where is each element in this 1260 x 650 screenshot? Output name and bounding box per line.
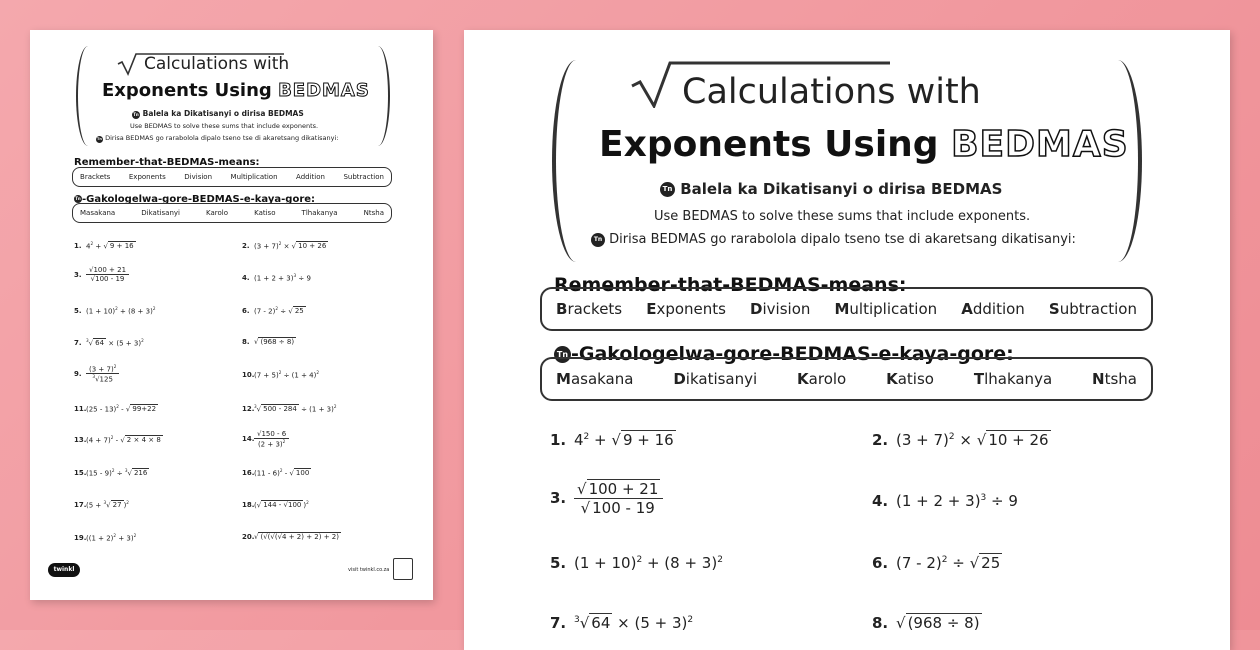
subtitle-text: Balela ka Dikatisanyi o dirisa BEDMAS [142,109,304,118]
bedmas-box-en [540,287,1153,331]
bedmas-word: Tlhakanya [301,209,338,217]
remember-heading: Remember-that-BEDMAS-means: [554,274,907,296]
remember-heading: Remember-that-BEDMAS-means: [74,157,260,168]
tn-badge-icon: Tn [75,196,81,201]
bedmas-word: Tlhakanya [973,370,1053,388]
tn-heading-text: -Gakologelwa-gore-BEDMAS-e-kaya-gore: [82,194,316,205]
question-5: 5. $(1 + 10)^2 + (8 + 3)^2$ [74,306,156,316]
left-bracket [76,46,100,146]
instruction-en: Use BEDMAS to solve these sums that include exponents. [654,209,1031,224]
instruction-tn-text: Dirisa BEDMAS go rarabolola dipalo tseno tse di akaretsang dikatisanyi: [609,232,1076,247]
title-line-1: Calculations with [682,72,981,112]
question-12: 12.$^3$√ $500 - 284 \div (1 + 3)^2$ [242,404,337,414]
bedmas-word: Dikatisanyi [673,370,758,388]
question-18: 18.(√ 144 - √100 )$^2$ [242,500,309,510]
title-line-2 [102,80,370,101]
instruction-tn [96,134,338,143]
instruction-tn [591,232,1076,247]
title-line-1: Calculations with [144,54,290,74]
question-10: $10.(7 + 5)^2 \div (1 + 4)^2$ [242,370,320,380]
question-19: $19.((1 + 2)^2 + 3)^2$ [74,533,137,543]
bedmas-word: Multiplication [230,173,278,181]
question-11: 11.(25 - 13)$^2$ - √ 99+22 [74,404,157,414]
bedmas-word: Subtraction [1048,300,1137,318]
question-4: 4. $(1 + 2 + 3)^3 \div 9$ [242,273,311,283]
question-7: 7. $^3$√ $64 \times (5 + 3)^2$ [550,614,694,632]
question-8: 8. √ (968 ÷ 8) [872,614,980,632]
instruction-tn-text: Dirisa BEDMAS go rarabolola dipalo tseno tse di akaretsang dikatisanyi: [105,134,339,142]
bedmas-word: Dikatisanyi [141,209,180,217]
question-3: 3. $\frac{√100 + 21}{√100 - 19}$ [74,266,129,283]
footer-url: visit twinkl.co.za [348,567,390,573]
bedmas-word: Brackets [556,300,623,318]
bedmas-word: Division [184,173,212,181]
bedmas-word: Karolo [206,209,229,217]
question-8: 8. √ (968 ÷ 8) [242,338,295,346]
bedmas-box-tn [72,203,392,223]
worksheet-zoomed [464,30,1230,650]
bedmas-word: Exponents [646,300,726,318]
question-2: 2. $(3 + 7)^2$ × √ 10 + 26 [242,241,327,251]
question-6: 6. (7 - 2)$^2$ ÷ √ 25 [872,554,1001,572]
question-14: 14. $\frac{√150 - 6}{(2 + 3)^2}$ [242,430,289,448]
question-20: 20.√ (√(√(√4 + 2) + 2) + 2) [242,533,339,541]
tn-badge-icon: Tn [97,137,102,141]
tn-badge-icon: Tn [660,182,675,197]
question-9: 9. $\frac{(3 + 7)^2}{^3√125}$ [74,364,119,384]
tn-badge-icon: Tn [554,346,571,363]
bedmas-word: Division [750,300,811,318]
bedmas-word: Ntsha [363,209,384,217]
bedmas-word: Brackets [80,173,111,181]
quality-stamp-icon [393,558,413,580]
bedmas-word: Ntsha [1092,370,1137,388]
question-5: 5. $(1 + 10)^2 + (8 + 3)^2$ [550,554,723,572]
bedmas-word: Subtraction [343,173,384,181]
subtitle [132,109,304,119]
subtitle [660,180,1002,198]
instruction-en: Use BEDMAS to solve these sums that include exponents. [130,122,319,130]
worksheet-thumbnail [30,30,433,600]
title-prefix: Exponents Using [599,124,939,165]
twinkl-logo: twinkl [48,563,80,577]
title-outline-word: BEDMAS [278,80,370,101]
bedmas-box-en [72,167,392,187]
bedmas-box-tn [540,357,1153,401]
bedmas-word: Katiso [886,370,934,388]
question-13: $13.(4 + 7)^2$ - √ 2 × 4 × 8 [74,435,161,445]
question-1: 1. $4^2$ + √ 9 + 16 [550,431,674,449]
bedmas-word: Katiso [254,209,276,217]
question-6: 6. (7 - 2)$^2$ ÷ √ 25 [242,306,304,316]
question-15: 15.(15 - 9)$^2$ ÷ $^3$√ 216 [74,468,148,478]
question-16: 16.(11 - 6)$^2$ - √ 100 [242,468,310,478]
question-7: 7. $^3$√ $64 \times (5 + 3)^2$ [74,338,144,348]
question-3: 3. $\frac{√ 100 + 21}{√ 100 - 19}$ [550,480,663,517]
tn-heading-text: -Gakologelwa-gore-BEDMAS-e-kaya-gore: [571,343,1014,365]
bedmas-word: Masakana [556,370,634,388]
question-1: 1. $4^2$ + √ 9 + 16 [74,241,134,251]
tn-badge-icon: Tn [133,112,139,117]
bedmas-word: Multiplication [834,300,938,318]
bedmas-word: Karolo [797,370,847,388]
question-2: 2. $(3 + 7)^2$ × √ 10 + 26 [872,431,1049,449]
subtitle-text: Balela ka Dikatisanyi o dirisa BEDMAS [680,180,1003,198]
bedmas-word: Addition [296,173,325,181]
title-prefix: Exponents Using [102,80,272,101]
title-line-2 [599,124,1129,165]
question-4: 4. $(1 + 2 + 3)^3 \div 9$ [872,492,1018,510]
tn-badge-icon: Tn [591,233,605,247]
bedmas-word: Exponents [128,173,166,181]
bedmas-word: Masakana [80,209,116,217]
question-17: 17.(5 + $^3$√ 27 )$^2$ [74,500,129,510]
title-outline-word: BEDMAS [951,124,1129,165]
bedmas-word: Addition [961,300,1025,318]
